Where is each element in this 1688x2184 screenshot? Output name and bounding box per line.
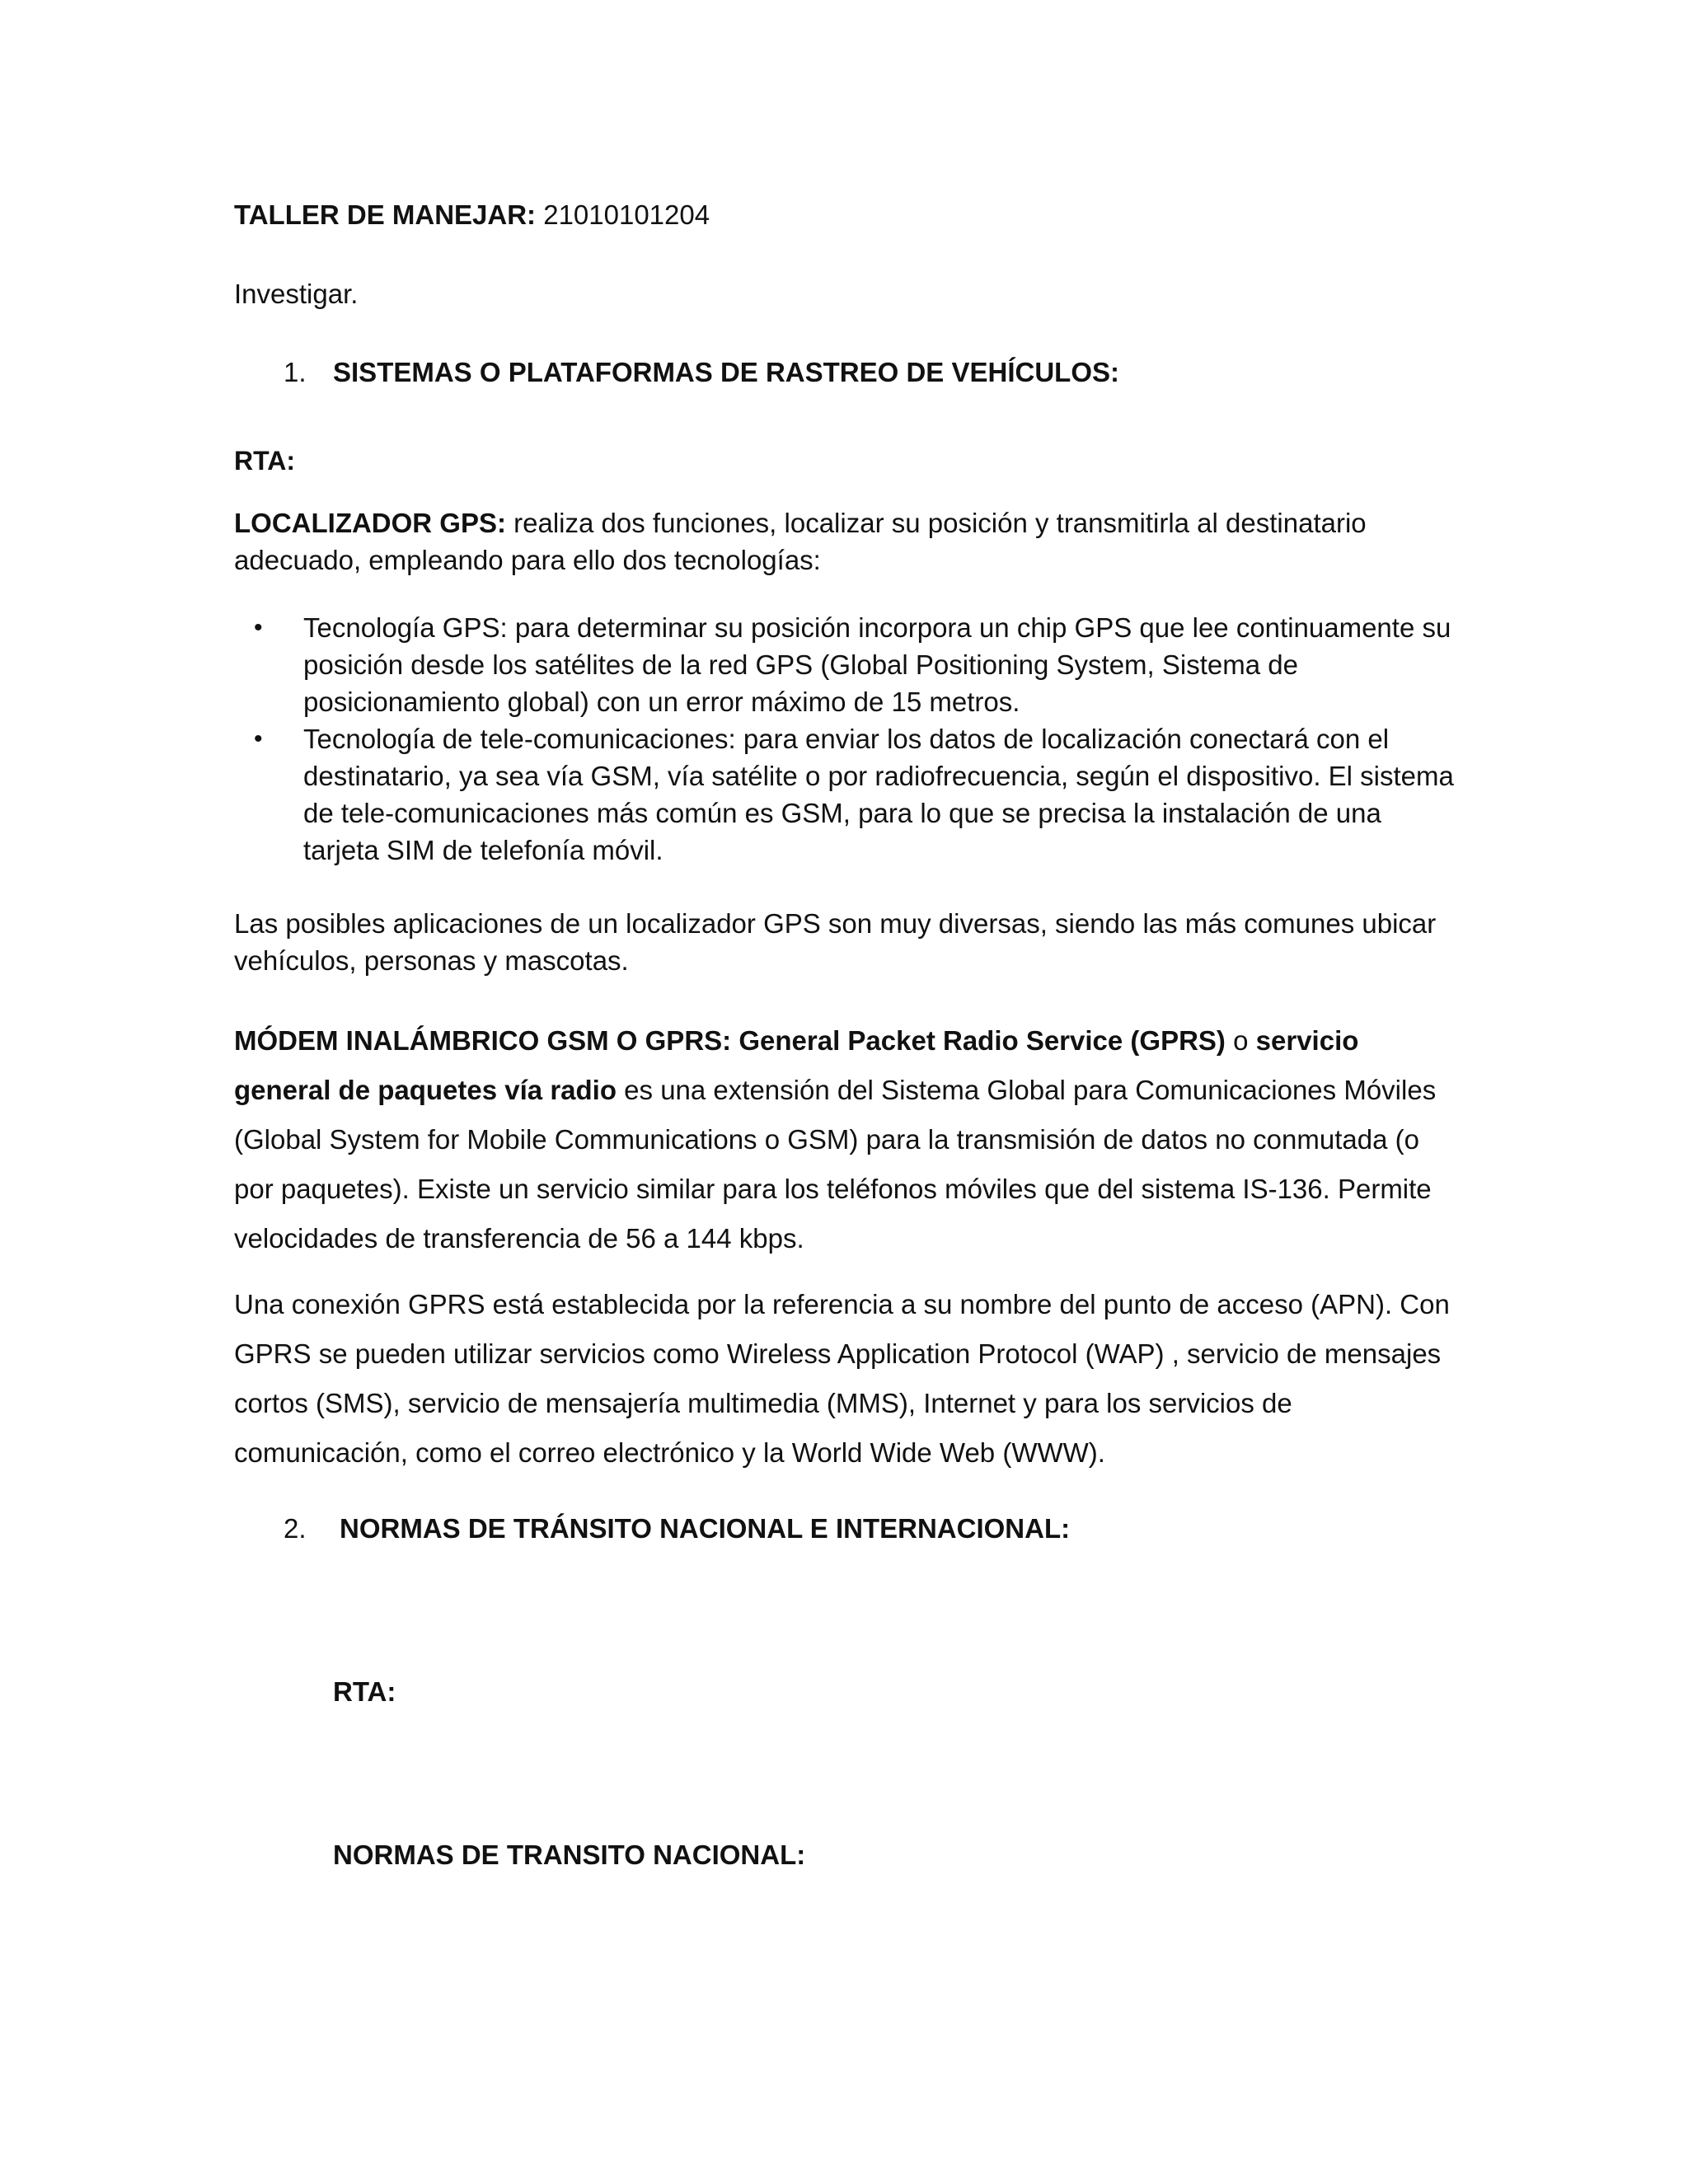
national-norms-heading: NORMAS DE TRANSITO NACIONAL: [333, 1840, 806, 1870]
document-header [234, 196, 1454, 233]
intro-text: Investigar. [234, 279, 359, 309]
gps-term: LOCALIZADOR GPS: [234, 508, 506, 538]
modem-term2: General Packet Radio Service (GPRS) [731, 1025, 1226, 1056]
gps-paragraph [234, 504, 1454, 579]
bullet-text: Tecnología de tele-comunicaciones: para enviar los datos de localización conectará con el destinatario, ya sea vía GSM, vía satélite o por radiofrecuencia, según el dispositivo. El sistema de tele-comunicaciones más común es GSM, para lo que se precisa la instalación de una tarjeta SIM de telefonía móvil. [303, 724, 1454, 865]
bullet-icon: • [254, 725, 263, 752]
list-item [234, 720, 1454, 869]
modem-connector: o [1225, 1025, 1256, 1056]
modem-term: MÓDEM INALÁMBRICO GSM O GPRS [234, 1025, 723, 1056]
rta1-label: RTA: [234, 446, 296, 476]
bullet-text: Tecnología GPS: para determinar su posición incorpora un chip GPS que lee continuamente su posición desde los satélites de la red GPS (Global Positioning System, Sistema de posicionamiento global) con un error máximo de 15 metros. [303, 612, 1451, 717]
technology-list [234, 609, 1454, 869]
header-label: TALLER DE MANEJAR: [234, 199, 537, 230]
rta2-label: RTA: [333, 1676, 396, 1707]
section2-title: NORMAS DE TRÁNSITO NACIONAL E INTERNACIONAL: [340, 1513, 1071, 1544]
applications-paragraph: Las posibles aplicaciones de un localizador GPS son muy diversas, siendo las más comunes ubicar vehículos, personas y mascotas. [234, 908, 1437, 976]
modem-paragraph [234, 1016, 1454, 1263]
gps-text: realiza dos funciones, localizar su posición y transmitirla al destinatario adecuado, empleando para ello dos tecnologías: [234, 508, 1367, 575]
header-code: 21010101204 [536, 199, 710, 230]
gprs-connection-paragraph: Una conexión GPRS está establecida por la referencia a su nombre del punto de acceso (APN). Con GPRS se pueden utilizar servicios como Wireless Application Protocol (WAP) , servicio de mensajes cortos (SMS), servicio de mensajería multimedia (MMS), Internet y para los servicios de comunicación, como el correo electrónico y la World Wide Web (WWW). [234, 1289, 1450, 1468]
modem-term3: servicio general de paquetes vía radio [234, 1025, 1359, 1105]
list-item [234, 609, 1454, 720]
modem-text: es una extensión del Sistema Global para Comunicaciones Móviles (Global System for Mobile Communications o GSM) para la transmisión de datos no conmutada (o por paquetes). Existe un servicio similar para los teléfonos móviles que del sistema IS-136. Permite velocidades de transferencia de 56 a 144 kbps. [234, 1075, 1437, 1254]
modem-colon: : [722, 1025, 732, 1056]
section1-number: 1. [284, 357, 307, 387]
bullet-icon: • [254, 614, 263, 641]
section1-title: SISTEMAS O PLATAFORMAS DE RASTREO DE VEHÍCULOS: [333, 357, 1119, 387]
section2-number: 2. [284, 1513, 307, 1544]
